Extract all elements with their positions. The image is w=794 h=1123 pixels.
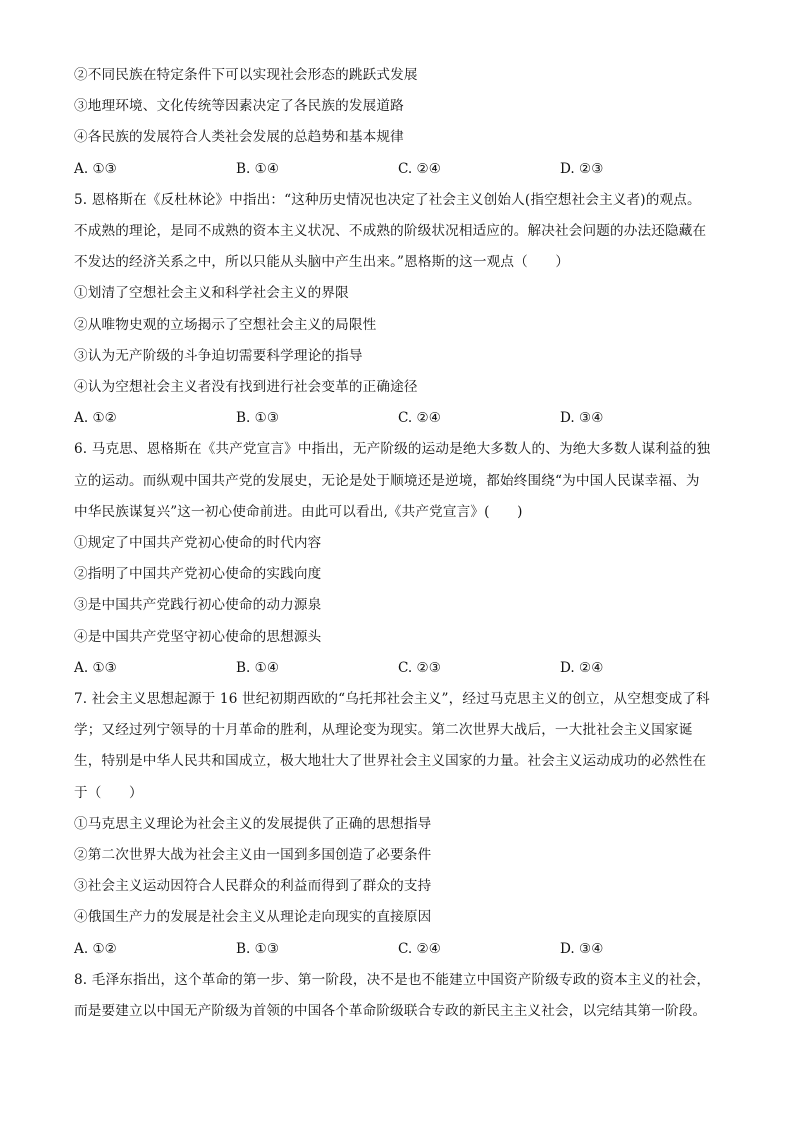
- q7-option-d: D. ③④: [560, 940, 604, 957]
- q6-stem-line-2: 立的运动。而纵观中国共产党的发展史，无论是处于顺境还是逆境，都始终围绕“为中国人民谋幸福、为: [74, 472, 700, 489]
- q7-statement-2: ②第二次世界大战为社会主义由一国到多国创造了必要条件: [74, 847, 432, 864]
- question-6: [74, 434, 724, 684]
- q8-stem-line-2: 而是要建立以中国无产阶级为首领的中国各个革命阶级联合专政的新民主主义社会，以完结其第一阶段。: [74, 1003, 707, 1020]
- q7-stem-line-4: 于（ ）: [74, 784, 143, 801]
- question-content: [74, 60, 724, 1027]
- q4-options: [74, 154, 724, 185]
- q7-statement-3: ③社会主义运动因符合人民群众的利益而得到了群众的支持: [74, 878, 432, 895]
- q7-option-b: B. ①③: [236, 940, 280, 957]
- q6-stem-line-3: 中华民族谋复兴”这一初心使命前进。由此可以看出,《共产党宣言》( ): [74, 503, 523, 520]
- q5-stem-line-3: 不发达的经济关系之中，所以只能从头脑中产生出来。”恩格斯的这一观点（ ）: [74, 254, 570, 271]
- q6-statement-4: ④是中国共产党坚守初心使命的思想源头: [74, 628, 322, 645]
- q7-option-a: A. ①②: [74, 940, 117, 957]
- q4-statement-2: ②不同民族在特定条件下可以实现社会形态的跳跃式发展: [74, 67, 418, 83]
- q4-statement-3: ③地理环境、文化传统等因素决定了各民族的发展道路: [74, 98, 404, 115]
- q5-options: [74, 403, 724, 434]
- q5-statement-2: ②从唯物史观的立场揭示了空想社会主义的局限性: [74, 316, 377, 333]
- q7-statement-1: ①马克思主义理论为社会主义的发展提供了正确的思想指导: [74, 815, 432, 832]
- q7-stem-line-1: 7. 社会主义思想起源于 16 世纪初期西欧的“乌托邦社会主义”，经过马克思主义的创立，从空想变成了科: [74, 691, 710, 708]
- q5-statement-1: ①划清了空想社会主义和科学社会主义的界限: [74, 285, 349, 302]
- q4-option-a: A. ①③: [74, 160, 117, 177]
- q4-option-c: C. ②④: [398, 160, 441, 177]
- q5-stem-line-1: 5. 恩格斯在《反杜林论》中指出：“这种历史情况也决定了社会主义创始人(指空想社会主义者)的观点。: [74, 191, 701, 208]
- q5-statement-3: ③认为无产阶级的斗争迫切需要科学理论的指导: [74, 347, 363, 364]
- q6-option-c: C. ②③: [398, 659, 441, 676]
- question-8: [74, 965, 724, 1027]
- q5-stem-line-2: 不成熟的理论，是同不成熟的资本主义状况、不成熟的阶级状况相适应的。解决社会问题的办法还隐藏在: [74, 223, 707, 240]
- q6-options: [74, 653, 724, 684]
- q5-option-b: B. ①③: [236, 410, 280, 427]
- q6-statement-1: ①规定了中国共产党初心使命的时代内容: [74, 535, 322, 552]
- q4-statement-4: ④各民族的发展符合人类社会发展的总趋势和基本规律: [74, 129, 404, 146]
- q6-option-b: B. ①④: [236, 659, 280, 676]
- q7-statement-4: ④俄国生产力的发展是社会主义从理论走向现实的直接原因: [74, 909, 432, 926]
- q6-statement-3: ③是中国共产党践行初心使命的动力源泉: [74, 597, 322, 614]
- question-7: [74, 684, 724, 965]
- q8-stem-line-1: 8. 毛泽东指出，这个革命的第一步、第一阶段，决不是也不能建立中国资产阶级专政的资本主义的社会，: [74, 971, 711, 988]
- q5-option-a: A. ①②: [74, 410, 117, 427]
- q7-option-c: C. ②④: [398, 940, 441, 957]
- q4-option-b: B. ①④: [236, 160, 280, 177]
- q7-stem-line-3: 生，特别是中华人民共和国成立，极大地壮大了世界社会主义国家的力量。社会主义运动成功的必然性在: [74, 753, 707, 770]
- q6-stem-line-1: 6. 马克思、恩格斯在《共产党宣言》中指出，无产阶级的运动是绝大多数人的、为绝大多数人谋利益的独: [74, 441, 711, 458]
- q5-option-d: D. ③④: [560, 410, 604, 427]
- q7-options: [74, 934, 724, 965]
- question-5: [74, 185, 724, 435]
- q7-stem-line-2: 学；又经过列宁领导的十月革命的胜利，从理论变为现实。第二次世界大战后，一大批社会主义国家诞: [74, 722, 693, 739]
- q5-option-c: C. ②④: [398, 410, 441, 427]
- q6-statement-2: ②指明了中国共产党初心使命的实践向度: [74, 566, 322, 583]
- q4-option-d: D. ②③: [560, 160, 604, 177]
- q6-option-a: A. ①③: [74, 659, 117, 676]
- q5-statement-4: ④认为空想社会主义者没有找到进行社会变革的正确途径: [74, 379, 418, 396]
- question-4: [74, 60, 724, 185]
- q6-option-d: D. ②④: [560, 659, 604, 676]
